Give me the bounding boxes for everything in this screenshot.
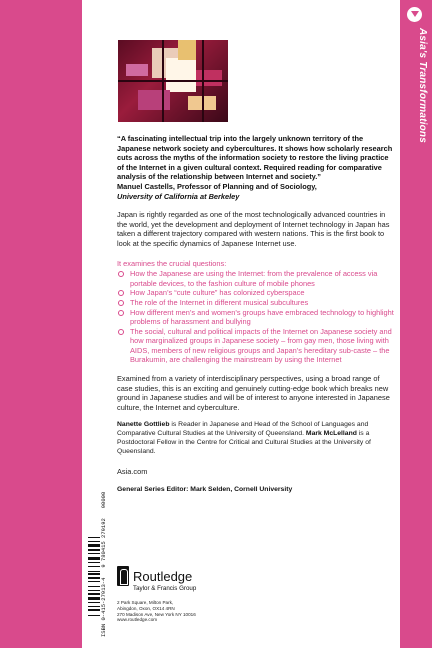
author2-name: Mark McLelland <box>305 430 357 438</box>
series-title: Asia's Transformations <box>417 28 428 143</box>
barcode-bars <box>88 537 100 637</box>
list-item: The role of the Internet in different musical subcultures <box>117 298 397 308</box>
barcode-bar <box>88 541 100 542</box>
publisher-group: Taylor & Francis Group <box>133 585 197 592</box>
barcode-bar <box>88 609 100 611</box>
questions-list <box>117 269 397 365</box>
barcode-bar <box>88 602 100 603</box>
bullet-icon <box>118 329 124 335</box>
barcode-bar <box>88 581 100 582</box>
barcode-bar <box>88 544 100 547</box>
list-item: How Japan’s “cute culture” has colonized cyberspace <box>117 288 397 298</box>
author1-name: Nanette Gottlieb <box>117 421 170 429</box>
cover-photo <box>118 40 228 122</box>
quote-text: “A fascinating intellectual trip into the largely unknown territory of the Japanese network society and cybercultures. It shows how scholarly research cuts across the myths of the information society to restore the living practice of the Internet in a given cultural context. Required reading for comparative analysis of the relationship between Internet and society.” <box>117 134 393 182</box>
quote-institution: University of California at Berkeley <box>117 191 240 201</box>
examined-paragraph: Examined from a variety of interdisciplinary perspectives, using a broad range of case studies, this is an exciting and genuinely cutting-edge book which breaks new ground in Japanese studies and will be of interest to anyone interested in Japanese culture, the Internet and cyberculture. <box>117 374 390 412</box>
barcode-bar <box>88 566 100 567</box>
barcode-bar <box>88 553 100 554</box>
barcode-bar <box>88 590 100 591</box>
left-color-band <box>0 0 82 648</box>
barcode-bar <box>88 549 100 551</box>
author1-bio: is Reader in Japanese and Head of the School of Languages and Comparative Cultural Studies at the University of Queensland. <box>117 421 369 438</box>
questions-section <box>117 259 397 366</box>
author2-bio: is a Postdoctoral Fellow in the Centre for Critical and Cultural Studies at the University of Queensland. <box>117 430 371 455</box>
intro-paragraph: Japan is rightly regarded as one of the most technologically advanced countries in the world, yet the development and deployment of Internet technology in Japan has taken a different trajectory compared with western nations. This is the first book to look at the specific dynamics of Japanese Internet use. <box>117 210 390 248</box>
barcode-bar <box>88 557 100 560</box>
bullet-icon <box>118 310 124 316</box>
series-editor: General Series Editor: Mark Selden, Cornell University <box>117 485 293 493</box>
publisher-block <box>117 566 317 623</box>
barcode-bar <box>88 586 100 587</box>
publisher-address: 2 Park Square, Milton Park, Abingdon, Oxon, OX14 4RN 270 Madison Ave, New York NY 10016 www.routledge.com <box>117 600 196 623</box>
barcode-bar <box>88 537 100 538</box>
publisher-name: Routledge <box>133 568 193 584</box>
barcode-bar <box>88 562 100 563</box>
author-bios <box>117 421 397 456</box>
questions-intro: It examines the crucial questions: <box>117 258 227 268</box>
barcode <box>86 491 108 639</box>
barcode-bar <box>88 597 100 600</box>
barcode-bar <box>88 606 100 607</box>
bullet-icon <box>118 300 124 306</box>
list-item: How different men’s and women’s groups have embraced technology to highlight problems of harassment and bullying <box>117 308 397 327</box>
barcode-bar <box>88 573 100 575</box>
barcode-bar <box>88 577 100 579</box>
routledge-logo-icon <box>117 566 129 586</box>
subject-categories: ASIAN STUDIES / CULTURAL STUDIES / JAPANESE STUDIES <box>84 329 91 530</box>
list-item: How the Japanese are using the Internet: from the prevalence of access via portable devices, to the fashion culture of mobile phones <box>117 269 397 288</box>
back-cover-text <box>117 134 397 493</box>
endorsement-quote <box>117 134 397 201</box>
barcode-bar <box>88 571 100 572</box>
list-item: The social, cultural and political impacts of the Internet on Japanese society and how marginalized groups in Japanese society – from gay men, those living with AIDS, members of new religious groups and Japan’s hereditary sub-caste – the Burakumin, are challenging the mainstream by using the Internet <box>117 327 397 365</box>
series-logo-icon <box>407 7 422 22</box>
quote-author: Manuel Castells, Professor of Planning and of Sociology, <box>117 181 317 191</box>
barcode-bar <box>88 593 100 595</box>
barcode-bar <box>88 615 100 616</box>
isbn-text: ISBN 0-415-27913-4 9 780415 279192 90000 <box>100 491 107 637</box>
bullet-icon <box>118 271 124 277</box>
publisher-logo <box>117 566 317 586</box>
website: Asia.com <box>117 466 148 476</box>
bullet-icon <box>118 290 124 296</box>
